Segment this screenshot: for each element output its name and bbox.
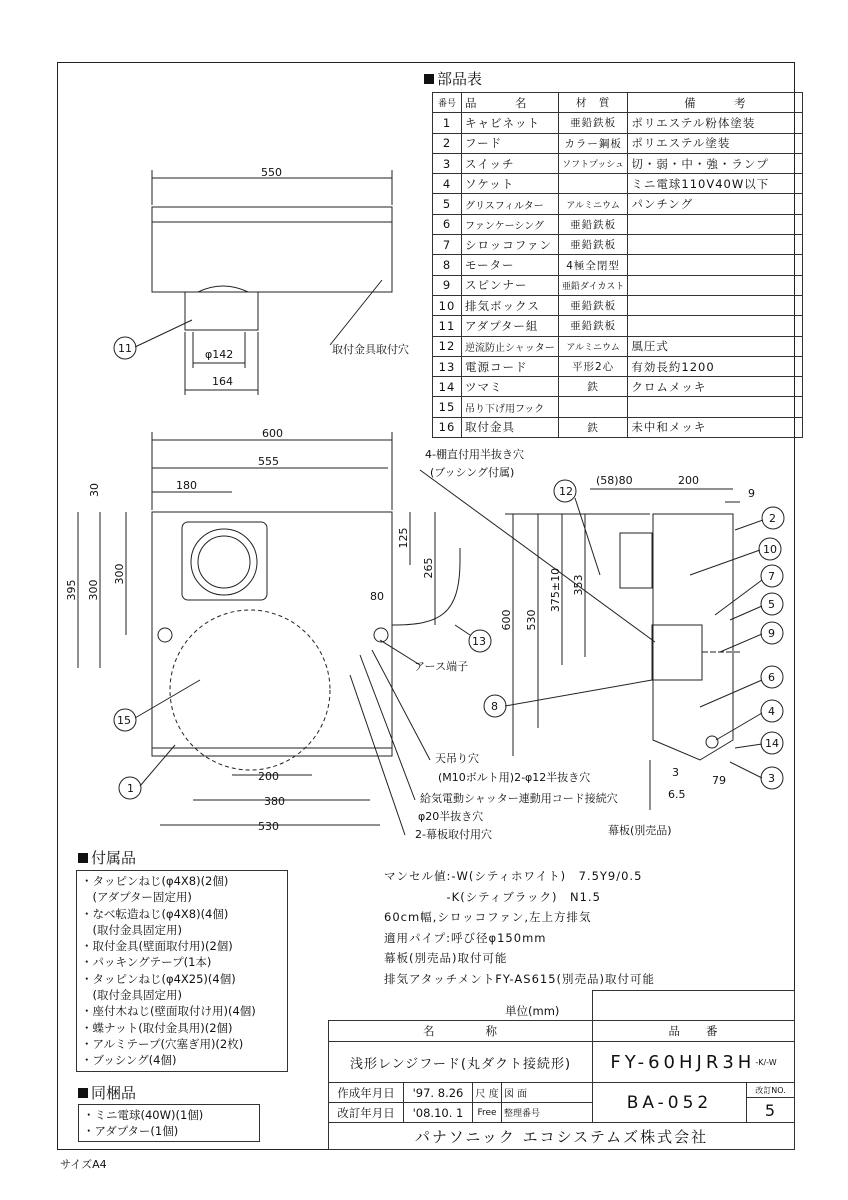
spec-line: -K(シティブラック) N1.5 <box>384 889 601 904</box>
number-header: 品 番 <box>592 1020 795 1042</box>
dim-550: 550 <box>261 166 282 179</box>
scale-value: Free <box>472 1102 502 1123</box>
created-label: 作成年月日 <box>328 1082 404 1103</box>
company-name: パナソニック エコシステムズ株式会社 <box>328 1122 795 1150</box>
parts-table-row <box>433 194 803 214</box>
parts-table-row <box>433 377 803 397</box>
balloon-15: 15 <box>117 714 131 727</box>
part-name: アダプター組 <box>462 316 559 336</box>
part-number: 11 <box>433 316 462 336</box>
accessory-item: (アダプター固定用) <box>81 890 192 905</box>
part-number: 12 <box>433 336 462 356</box>
product-name: 浅形レンジフード(丸ダクト接続形) <box>328 1041 593 1083</box>
parts-table-row <box>433 356 803 376</box>
part-name: キャビネット <box>462 113 559 133</box>
bundled-item: ・ミニ電球(40W)(1個) <box>83 1108 204 1122</box>
part-material <box>558 174 628 194</box>
parts-table-row <box>433 214 803 234</box>
accessories-list <box>76 870 288 1072</box>
part-number: 6 <box>433 214 462 234</box>
parts-table-row <box>433 275 803 295</box>
balloon-12: 12 <box>559 485 573 498</box>
part-number: 1 <box>433 113 462 133</box>
part-remarks: 有効長約1200 <box>628 356 803 376</box>
dim-600-side: 600 <box>500 609 513 631</box>
part-number: 15 <box>433 397 462 417</box>
parts-table-row <box>433 417 803 437</box>
accessory-item: ・タッピンねじ(φ4X25)(4個) <box>81 971 236 986</box>
part-name: スピンナー <box>462 275 559 295</box>
part-name: 電源コード <box>462 356 559 376</box>
spec-line: マンセル値:-W(シティホワイト) 7.5Y9/0.5 <box>384 869 643 883</box>
parts-table-row <box>433 133 803 153</box>
revised-label: 改訂年月日 <box>328 1102 404 1123</box>
part-name: 吊り下げ用フック <box>462 397 559 417</box>
dim-80: 80 <box>370 590 384 603</box>
accessory-item: ・ブッシング(4個) <box>81 1053 177 1068</box>
accessory-item: (取付金具固定用) <box>81 988 182 1003</box>
unit-label: 単位(mm) <box>505 1004 560 1018</box>
header-no: 番号 <box>433 93 462 113</box>
product-number: FY-60HJR3H <box>610 1051 756 1073</box>
part-remarks <box>628 295 803 315</box>
accessory-item: (取付金具固定用) <box>81 922 182 937</box>
part-name: モーター <box>462 255 559 275</box>
label-ceiling-hole: 天吊り穴 <box>435 752 479 765</box>
label-bracket-hole: 取付金具取付穴 <box>332 343 409 356</box>
balloon-5: 5 <box>768 598 775 611</box>
part-number: 8 <box>433 255 462 275</box>
accessory-item: ・なべ転造ねじ(φ4X8)(4個) <box>81 906 229 921</box>
part-material: 鉄 <box>558 417 628 437</box>
part-remarks: ポリエステル塗装 <box>628 133 803 153</box>
revised-date: '08.10. 1 <box>403 1102 473 1123</box>
part-material: 鉄 <box>558 377 628 397</box>
part-remarks <box>628 214 803 234</box>
part-material: 亜鉛鉄板 <box>558 316 628 336</box>
part-material <box>558 397 628 417</box>
parts-table-row <box>433 174 803 194</box>
part-name: シロッコファン <box>462 235 559 255</box>
label-shutter-cord-hole: 給気電動シャッター連動用コード接続穴 <box>420 792 618 805</box>
spec-line: 適用パイプ:呼び径φ150mm <box>384 930 547 945</box>
dim-300a: 300 <box>87 579 100 601</box>
dim-125: 125 <box>397 527 410 549</box>
balloon-14: 14 <box>765 737 779 750</box>
spec-line: 60cm幅,シロッコファン,左上方排気 <box>384 910 592 924</box>
revision-value: 5 <box>746 1097 795 1123</box>
part-material: ソフトプッシュ <box>558 153 628 173</box>
part-material: カラー鋼板 <box>558 133 628 153</box>
part-number: 13 <box>433 356 462 376</box>
label-shelf-holes: 4-棚直付用半抜き穴 <box>425 448 524 461</box>
dim-6-5: 6.5 <box>668 788 686 801</box>
part-number: 9 <box>433 275 462 295</box>
header-remarks: 備 考 <box>628 93 803 113</box>
part-material: 亜鉛鉄板 <box>558 295 628 315</box>
label-bushing: (ブッシング付属) <box>430 466 515 479</box>
part-name: フード <box>462 133 559 153</box>
part-name: 取付金具 <box>462 417 559 437</box>
dim-380: 380 <box>264 795 285 808</box>
part-remarks: 風圧式 <box>628 336 803 356</box>
label-panel-sold-separately: 幕板(別売品) <box>608 824 672 837</box>
dim-395: 395 <box>65 579 78 601</box>
label-earth-terminal: アース端子 <box>414 660 469 673</box>
part-remarks <box>628 255 803 275</box>
balloon-11: 11 <box>118 342 132 355</box>
dim-200: 200 <box>258 770 279 783</box>
part-name: 排気ボックス <box>462 295 559 315</box>
dim-3: 3 <box>672 766 679 779</box>
revision-label: 改訂NO. <box>746 1082 795 1098</box>
accessory-item: ・取付金具(壁面取付用)(2個) <box>81 939 233 954</box>
name-header: 名 称 <box>328 1020 593 1042</box>
product-number-cell <box>592 1041 795 1083</box>
part-remarks: クロムメッキ <box>628 377 803 397</box>
spec-line: 排気アタッチメントFY-AS615(別売品)取付可能 <box>384 971 655 986</box>
header-material: 材 質 <box>558 93 628 113</box>
parts-table-row <box>433 113 803 133</box>
dim-300b: 300 <box>113 563 126 585</box>
part-name: ソケット <box>462 174 559 194</box>
part-material: 平形2心 <box>558 356 628 376</box>
product-suffix: -K/-W <box>755 1057 777 1067</box>
part-name: 逆流防止シャッター <box>462 336 559 356</box>
accessory-item: ・蝶ナット(取付金具用)(2個) <box>81 1020 233 1035</box>
balloon-9: 9 <box>768 627 775 640</box>
balloon-10: 10 <box>763 543 777 556</box>
dim-530: 530 <box>258 820 279 833</box>
dim-600: 600 <box>262 427 283 440</box>
parts-table-row <box>433 153 803 173</box>
accessory-item: ・パッキングテープ(1本) <box>81 955 212 970</box>
part-material: アルミニウム <box>558 336 628 356</box>
balloon-1: 1 <box>127 782 134 795</box>
part-remarks: 未中和メッキ <box>628 417 803 437</box>
header-name: 品 名 <box>462 93 559 113</box>
dim-375: 375±10 <box>549 567 562 613</box>
dim-phi142: φ142 <box>205 348 234 361</box>
part-remarks <box>628 397 803 417</box>
title-block-blank <box>592 990 795 1021</box>
top-view <box>114 166 409 395</box>
parts-table-row <box>433 316 803 336</box>
dim-180: 180 <box>176 479 197 492</box>
part-material: 4極全閉型 <box>558 255 628 275</box>
part-remarks: 切・弱・中・強・ランプ <box>628 153 803 173</box>
parts-table-title: 部品表 <box>424 68 482 89</box>
balloon-4: 4 <box>768 705 775 718</box>
part-number: 7 <box>433 235 462 255</box>
parts-table-row <box>433 255 803 275</box>
part-name: スイッチ <box>462 153 559 173</box>
part-material: 亜鉛ダイカスト <box>558 275 628 295</box>
dim-200-side: 200 <box>678 474 699 487</box>
part-number: 16 <box>433 417 462 437</box>
dim-58-80: (58)80 <box>596 474 633 487</box>
label-phi20-hole: φ20半抜き穴 <box>418 810 484 823</box>
part-name: ファンケーシング <box>462 214 559 234</box>
dim-164: 164 <box>212 375 233 388</box>
balloon-2: 2 <box>769 512 776 525</box>
part-number: 10 <box>433 295 462 315</box>
drawing-number: BA-052 <box>592 1082 747 1123</box>
dim-79: 79 <box>712 774 726 787</box>
dim-9: 9 <box>748 487 755 500</box>
balloon-6: 6 <box>768 671 775 684</box>
part-material: 亜鉛鉄板 <box>558 214 628 234</box>
paper-size: サイズA4 <box>60 1158 107 1171</box>
balloon-8: 8 <box>491 700 498 713</box>
parts-table-row <box>433 397 803 417</box>
spec-line: 幕板(別売品)取付可能 <box>384 951 508 965</box>
part-remarks: パンチング <box>628 194 803 214</box>
bundled-title: 同梱品 <box>78 1082 136 1103</box>
part-material: 亜鉛鉄板 <box>558 113 628 133</box>
part-number: 14 <box>433 377 462 397</box>
part-remarks: ミニ電球110V40W以下 <box>628 174 803 194</box>
dim-555: 555 <box>258 455 279 468</box>
label-ceiling-hole-detail: (M10ボルト用)2-φ12半抜き穴 <box>438 771 591 784</box>
balloon-7: 7 <box>768 570 775 583</box>
part-remarks <box>628 275 803 295</box>
part-name: ツマミ <box>462 377 559 397</box>
parts-table-row <box>433 295 803 315</box>
parts-table-header <box>433 93 803 113</box>
bundled-list <box>78 1104 260 1142</box>
drawing-label-2: 整理番号 <box>501 1102 593 1123</box>
scale-label: 尺 度 <box>472 1082 502 1103</box>
dim-353: 353 <box>572 574 585 596</box>
part-name: グリスフィルター <box>462 194 559 214</box>
created-date: '97. 8.26 <box>403 1082 473 1103</box>
part-number: 4 <box>433 174 462 194</box>
part-material: アルミニウム <box>558 194 628 214</box>
part-number: 5 <box>433 194 462 214</box>
label-panel-holes: 2-幕板取付用穴 <box>415 828 492 841</box>
balloon-13: 13 <box>472 635 486 648</box>
accessory-item: ・アルミテープ(穴塞ぎ用)(2枚) <box>81 1036 244 1051</box>
parts-table-row <box>433 235 803 255</box>
part-remarks <box>628 316 803 336</box>
parts-table-row <box>433 336 803 356</box>
part-material: 亜鉛鉄板 <box>558 235 628 255</box>
accessory-item: ・座付木ねじ(壁面取付け用)(4個) <box>81 1004 256 1019</box>
accessory-item: ・タッピンねじ(φ4X8)(2個) <box>81 874 229 888</box>
accessories-title: 付属品 <box>78 847 136 868</box>
part-remarks <box>628 235 803 255</box>
dim-30: 30 <box>88 483 101 497</box>
dim-530-side: 530 <box>525 609 538 631</box>
bundled-item: ・アダプター(1個) <box>83 1124 179 1139</box>
part-remarks: ポリエステル粉体塗装 <box>628 113 803 133</box>
part-number: 3 <box>433 153 462 173</box>
part-number: 2 <box>433 133 462 153</box>
drawing-label: 図 面 <box>501 1082 593 1103</box>
balloon-3: 3 <box>768 772 775 785</box>
parts-table <box>432 92 803 438</box>
dim-265: 265 <box>422 557 435 579</box>
